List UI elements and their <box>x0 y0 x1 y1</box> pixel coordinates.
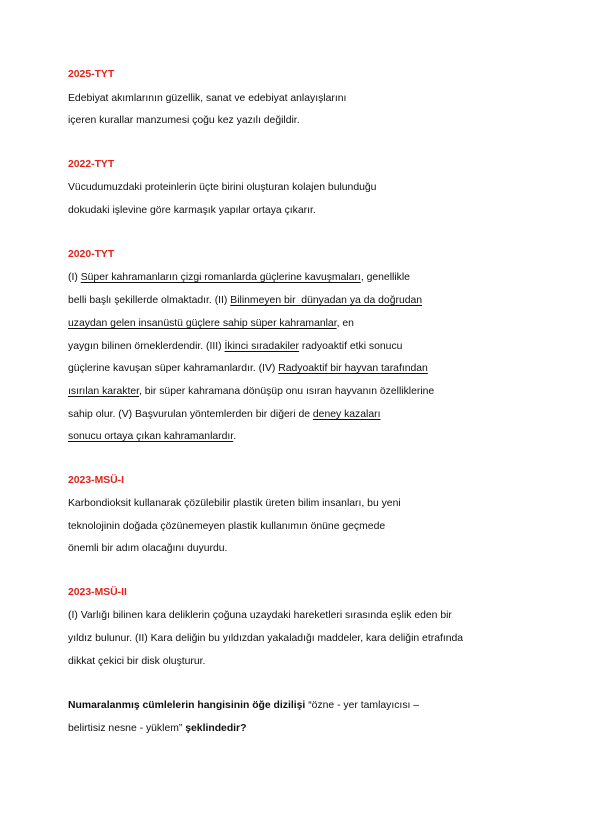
paragraph-line: önemli bir adım olacağını duyurdu. <box>68 543 228 554</box>
paragraph-line: dikkat çekici bir disk oluşturur. <box>68 656 206 667</box>
question-bold-text: Numaralanmış cümlelerin hangisinin öğe dizilişi <box>68 700 306 711</box>
underlined-text: Bilinmeyen bir dünyadan ya da doğrudan <box>230 295 423 306</box>
paragraph-line <box>68 317 354 331</box>
section-heading-2020-tyt: 2020-TYT <box>68 249 115 260</box>
text-run: “özne - yer tamlayıcısı – <box>305 700 420 711</box>
paragraph-line: Karbondioksit kullanarak çözülebilir plastik üreten bilim insanları, bu yeni <box>68 498 401 509</box>
section-heading-2023-msu-ii: 2023-MSÜ-II <box>68 587 127 598</box>
paragraph-line <box>68 385 434 399</box>
section-heading-2023-msu-i: 2023-MSÜ-I <box>68 475 125 486</box>
paragraph-line: Vücudumuzdaki proteinlerin üçte birini oluşturan kolajen bulunduğu <box>68 182 377 193</box>
paragraph-line <box>68 294 422 308</box>
paragraph-line <box>68 430 236 444</box>
underlined-text: sonucu ortaya çıkan kahramanlardır <box>68 431 234 442</box>
paragraph-line: içeren kurallar manzumesi çoğu kez yazılı değildir. <box>68 115 300 126</box>
question-line <box>68 722 246 736</box>
underlined-text: ısırılan karakter <box>68 386 140 397</box>
text-run: belli başlı şekillerde olmaktadır. (II) <box>68 295 231 306</box>
section-heading-2022-tyt: 2022-TYT <box>68 159 115 170</box>
underlined-text: İkinci sıradakiler <box>224 341 300 352</box>
underlined-text: Radyoaktif bir hayvan tarafından <box>278 363 428 374</box>
text-run: , bir süper kahramana dönüşüp onu ısıran hayvanın özelliklerine <box>139 386 435 397</box>
underlined-text: Süper kahramanların çizgi romanlarda güçlerine kavuşmaları <box>80 272 361 283</box>
paragraph-line: yıldız bulunur. (II) Kara deliğin bu yıldızdan yakaladığı maddeler, kara deliğin etrafında <box>68 633 464 644</box>
section-heading-2025-tyt: 2025-TYT <box>68 69 115 80</box>
paragraph-line <box>68 362 428 376</box>
paragraph-line: teknolojinin doğada çözünemeyen plastik kullanımın önüne geçmede <box>68 521 386 532</box>
text-run: sahip olur. (V) Başvurulan yöntemlerden bir diğeri de <box>68 409 313 420</box>
underlined-text: uzaydan gelen insanüstü güçlere sahip süper kahramanlar <box>68 318 337 329</box>
paragraph-line <box>68 340 402 354</box>
question-bold-text: şeklindedir? <box>182 723 247 734</box>
underlined-text: deney kazaları <box>312 409 381 420</box>
text-run: (I) <box>68 272 81 283</box>
text-run: , genellikle <box>360 272 410 283</box>
paragraph-line: dokudaki işlevine göre karmaşık yapılar ortaya çıkarır. <box>68 205 316 216</box>
text-run: belirtisiz nesne - yüklem” <box>68 723 183 734</box>
paragraph-line <box>68 408 380 422</box>
text-run: . <box>233 431 237 442</box>
paragraph-line: (I) Varlığı bilinen kara deliklerin çoğuna uzaydaki hareketleri sırasında eşlik eden bir <box>68 610 452 621</box>
text-run: güçlerine kavuşan süper kahramanlardır. (IV) <box>68 363 279 374</box>
text-run: , en <box>336 318 354 329</box>
paragraph-line <box>68 271 410 285</box>
text-run: radyoaktif etki sonucu <box>299 341 403 352</box>
paragraph-line: Edebiyat akımlarının güzellik, sanat ve edebiyat anlayışlarını <box>68 93 347 104</box>
text-run: yaygın bilinen örneklerdendir. (III) <box>68 341 225 352</box>
question-line <box>68 699 419 713</box>
